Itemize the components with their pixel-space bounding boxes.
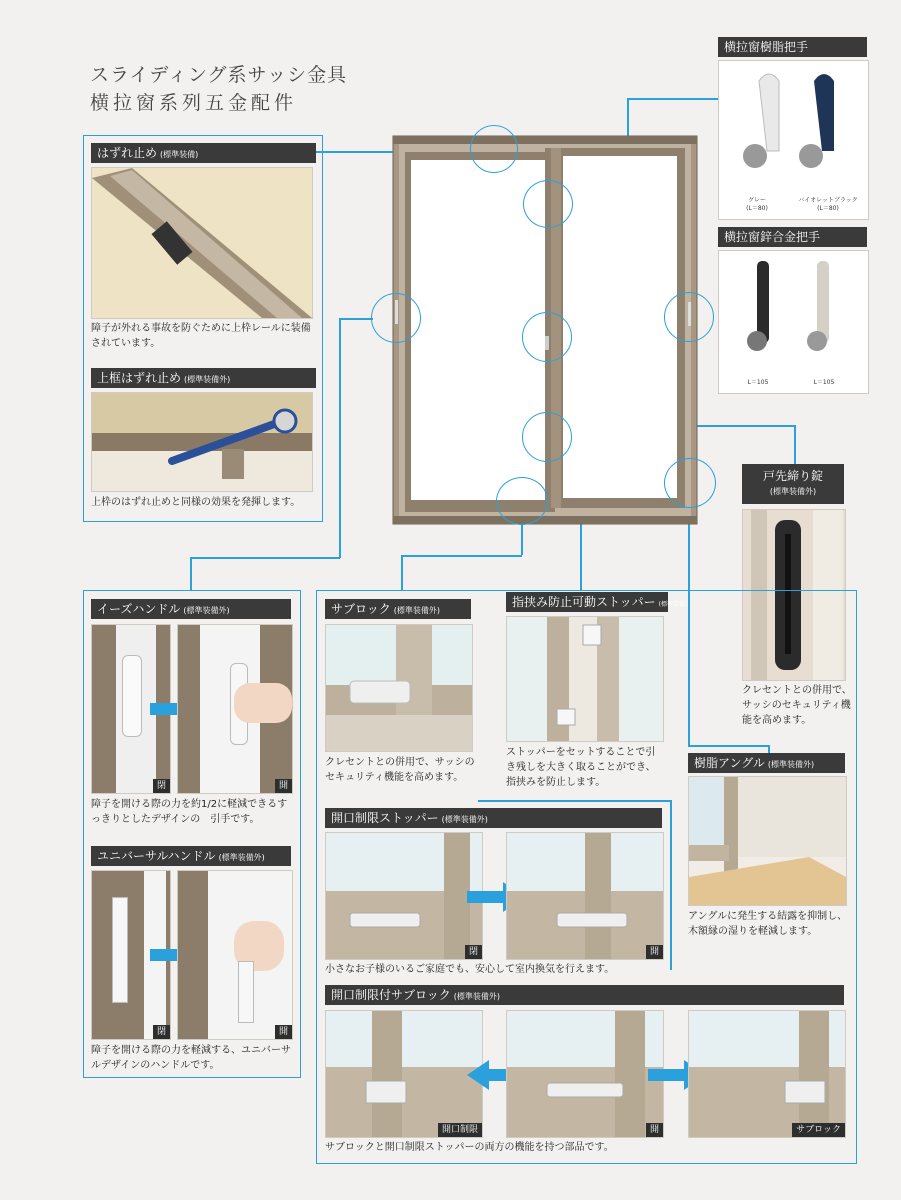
alloy-handle-label: 横拉窗鋅合金把手 bbox=[724, 230, 821, 244]
opening-stopper-sub: (標準装備外) bbox=[441, 815, 488, 824]
opening-sublock-sub: (標準装備外) bbox=[453, 992, 501, 1001]
resin-angle-sub: (標準装備外) bbox=[767, 760, 815, 769]
opening-sublock-header bbox=[325, 985, 844, 1005]
highlight-tosaki bbox=[664, 458, 716, 508]
resin-black-label: バイオレットブラック bbox=[798, 197, 858, 204]
opening-sublock-tag-open: 開 bbox=[646, 1123, 663, 1137]
tosaki-header bbox=[742, 464, 844, 504]
finger-caption: ストッパーをセットすることで引き残しを大きく取ることができ、指挟みを防止します。 bbox=[506, 747, 656, 788]
highlight-crescent bbox=[522, 312, 572, 362]
resin-angle-caption: アングルに発生する結露を抑制し、木額縁の湿りを軽減します。 bbox=[688, 911, 848, 937]
ease-header bbox=[91, 599, 291, 619]
uwagamachi-label: 上框はずれ止め bbox=[97, 371, 182, 385]
alloy-length-2: L＝105 bbox=[813, 379, 835, 386]
opening-stopper-label: 開口制限ストッパー bbox=[331, 811, 439, 825]
hazure-sub: (標準装備) bbox=[160, 150, 199, 159]
resin-gray-length: (L＝80) bbox=[746, 205, 768, 212]
universal-tag-open: 開 bbox=[275, 1025, 292, 1039]
tosaki-label: 戸先締り錠 bbox=[762, 469, 823, 483]
ease-sub: (標準装備外) bbox=[183, 606, 230, 615]
sublock-header bbox=[325, 599, 471, 619]
opening-sublock-lock-photo bbox=[688, 1010, 846, 1138]
resin-gray-label: グレー bbox=[747, 197, 766, 204]
sublock-sub: (標準装備外) bbox=[393, 606, 441, 615]
finger-sub: (標準装備) bbox=[658, 601, 688, 608]
finger-label: 指挟み防止可動ストッパー bbox=[512, 595, 656, 609]
sublock-caption: クレセントとの併用で、サッシのセキュリティ機能を高めます。 bbox=[325, 757, 475, 783]
sublock-label: サブロック bbox=[331, 602, 391, 616]
universal-header bbox=[91, 846, 291, 866]
finger-stopper-graphic bbox=[507, 617, 663, 741]
screwdriver-graphic bbox=[92, 393, 312, 491]
opening-sublock-tag-sublock: サブロック bbox=[792, 1123, 845, 1137]
sublock-graphic bbox=[326, 625, 472, 751]
page-subtitle: 横拉窗系列五金配件 bbox=[90, 92, 298, 114]
hazure-photo bbox=[91, 167, 313, 319]
universal-label: ユニバーサルハンドル bbox=[97, 849, 216, 863]
hazure-caption: 障子が外れる事故を防ぐために上枠レールに装備されています。 bbox=[91, 323, 311, 349]
universal-sub: (標準装備外) bbox=[218, 853, 265, 862]
finger-header bbox=[506, 592, 688, 612]
highlight-sublock bbox=[522, 412, 572, 462]
opening-sublock-label: 開口制限付サブロック bbox=[331, 988, 451, 1002]
resin-angle-header bbox=[688, 753, 845, 773]
highlight-finger-stopper bbox=[523, 180, 573, 228]
highlight-resin-handle bbox=[664, 292, 714, 342]
resin-angle-graphic bbox=[689, 777, 846, 905]
resin-angle-label: 樹脂アングル bbox=[694, 756, 765, 770]
opening-sublock-open-photo bbox=[506, 1010, 664, 1138]
uwagamachi-header bbox=[91, 368, 316, 388]
opening-sublock-tag-limit: 開口制限 bbox=[438, 1123, 482, 1137]
opening-stopper-header bbox=[325, 808, 662, 828]
universal-tag-closed: 閉 bbox=[153, 1025, 170, 1039]
resin-handle-label: 横拉窗樹脂把手 bbox=[724, 40, 809, 54]
opening-stopper-tag-open: 開 bbox=[646, 945, 663, 959]
resin-handles-graphic bbox=[719, 61, 868, 191]
opening-stopper-tag-closed: 閉 bbox=[465, 945, 482, 959]
uwagamachi-photo bbox=[91, 392, 313, 492]
alloy-handles-graphic bbox=[719, 251, 868, 371]
resin-handle-photo bbox=[718, 60, 869, 220]
limit-graphic bbox=[326, 1011, 482, 1137]
ease-tag-closed: 閉 bbox=[153, 779, 170, 793]
opening-sublock-limit-photo bbox=[325, 1010, 483, 1138]
opening-sublock-caption: サブロックと開口制限ストッパーの両方の機能を持つ部品です。 bbox=[325, 1142, 614, 1153]
highlight-hazure bbox=[470, 125, 518, 173]
universal-caption: 障子を開ける際の力を軽減する、ユニバーサルデザインのハンドルです。 bbox=[91, 1045, 291, 1071]
ease-label: イーズハンドル bbox=[97, 602, 181, 616]
tosaki-caption: クレセントとの併用で、サッシのセキュリティ機能を高めます。 bbox=[742, 685, 852, 726]
page-title: スライディング系サッシ金具 bbox=[90, 64, 348, 86]
resin-handle-header bbox=[718, 37, 867, 57]
opening-stopper-closed-photo bbox=[325, 832, 483, 960]
ease-tag-open: 開 bbox=[275, 779, 292, 793]
alloy-length-1: L＝105 bbox=[747, 379, 769, 386]
sublock-photo bbox=[325, 624, 473, 752]
resin-black-length: (L＝80) bbox=[817, 205, 839, 212]
rail-graphic bbox=[92, 168, 312, 318]
tosaki-sub: (標準装備外) bbox=[769, 487, 817, 496]
highlight-stopper bbox=[496, 477, 548, 525]
ease-caption: 障子を開ける際の力を約1/2に軽減できるすっきりとしたデザインの 引手です。 bbox=[91, 799, 288, 825]
opening-stopper-open-photo bbox=[506, 832, 664, 960]
opening-stopper-caption: 小さなお子様のいるご家庭でも、安心して室内換気を行えます。 bbox=[325, 964, 615, 975]
hazure-label: はずれ止め bbox=[97, 146, 158, 160]
stopper-open-graphic bbox=[507, 833, 663, 959]
stopper-closed-graphic bbox=[326, 833, 482, 959]
universal-open-photo bbox=[177, 870, 293, 1040]
open-graphic bbox=[507, 1011, 663, 1137]
hazure-header bbox=[91, 143, 316, 163]
lock-graphic bbox=[689, 1011, 845, 1137]
resin-angle-photo bbox=[688, 776, 847, 906]
ease-open-photo bbox=[177, 624, 293, 794]
alloy-handle-header bbox=[718, 227, 867, 247]
alloy-handle-photo bbox=[718, 250, 869, 394]
uwagamachi-sub: (標準装備外) bbox=[184, 375, 231, 384]
finger-photo bbox=[506, 616, 664, 742]
highlight-ease-handle bbox=[371, 293, 421, 343]
uwagamachi-caption: 上枠のはずれ止めと同様の効果を発揮します。 bbox=[91, 497, 301, 508]
